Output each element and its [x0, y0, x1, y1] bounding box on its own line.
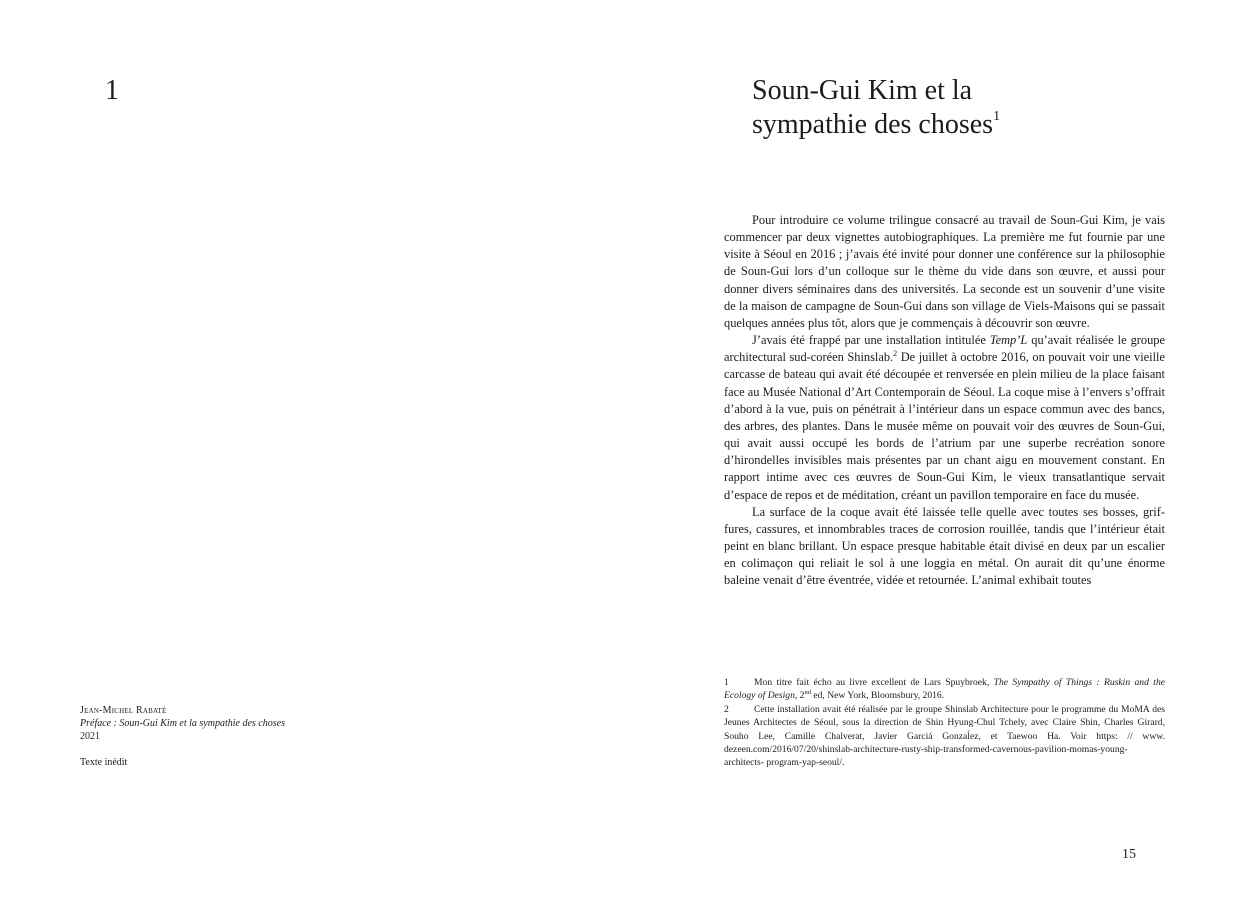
chapter-number: 1: [105, 75, 119, 106]
paragraph-1: Pour introduire ce volume trilingue consacré au travail de Soun-Gui Kim, je vais commencer par deux vignettes autobiographiques. La première me fut fournie par une visite à Séoul en 2016 ; j’avais été invité pour donner une conférence sur la philosophie de Soun-Gui lors d’un colloque sur le thème du vide dans son œuvre, et aussi pour donner divers séminaires dans des universités. La seconde est un souvenir d’une visite de la maison de campagne de Soun-Gui dans son village de Viels-Maisons qui se passait quelques années plus tôt, alors que je commençais à découvrir son œuvre.: [724, 213, 1165, 330]
source-note: Texte inédit: [80, 757, 128, 768]
body-text: [724, 212, 1165, 589]
footnote-1-book-title: The Sympathy of Things : Ruskin and the Ecology of Design: [724, 677, 1165, 702]
footnote-ref-2[interactable]: 2: [893, 349, 898, 359]
footnote-1-text-c: ed, New York, Bloomsbury, 2016.: [810, 690, 945, 702]
footnote-2-text: Cette installation avait été réalisée par le groupe Shinslab Architecture pour le programme du MoMA des Jeunes Architectes de Séoul, sous la direction de Shin Hyung-Chul Tchely, avec Claire Shin, Charles Girard, Souho Lee, Camille Chalverat, Javier Garciá Gonzaĺez, et Taewoo Ha. Voir https: // www. dezeen.com/2016/07/20/shinslab-architecture-rusty-ship-transformed-cavernous-pavilion-momas-young-architects- program-yap-seoul/.: [724, 703, 1165, 769]
footnote-1-text-b: , 2: [794, 690, 805, 702]
title-footnote-ref[interactable]: 1: [993, 109, 1001, 124]
page-number: 15: [1122, 847, 1136, 862]
footnote-2: [724, 703, 1165, 770]
footnote-1-ordinal: nd: [804, 689, 811, 697]
author-name: Jean-Michel Rabaté: [80, 705, 167, 716]
artwork-title: Temp’L: [989, 333, 1028, 348]
chapter-title: [752, 74, 1172, 142]
paragraph-2-text-a: J’avais été frappé par une installation intitulée: [752, 333, 990, 348]
book-subtitle: Préface : Soun-Gui Kim et la sympathie des choses: [80, 718, 285, 729]
paragraph-2-text-b: qu’avait réalisée le groupe architectural sud-coréen Shinslab.: [724, 333, 1165, 365]
footnote-2-number: 2: [724, 703, 729, 715]
colophon: [80, 704, 360, 769]
publication-year: 2021: [80, 731, 100, 742]
footnotes: [724, 676, 1165, 770]
paragraph-3: La surface de la coque avait été laissée telle quelle avec toutes ses bosses, griffures, cassures, et innombrables traces de corrosion rouillée, tandis que l’intérieur était peint en blanc brillant. Un espace presque habitable était divisé en deux par un escalier en colimaçon qui reliait le sol à une loggia en métal. On aurait dit qu’une énorme baleine venait d’être éventrée, vidée et retournée. L’animal exhibait toutes: [724, 504, 1165, 588]
title-line-1: Soun-Gui Kim et la: [752, 75, 973, 106]
footnote-1: [724, 676, 1165, 703]
title-line-2: sympathie des choses: [752, 109, 994, 140]
footnote-1-text-a: Mon titre fait écho au livre excellent de Lars Spuybroek,: [754, 677, 994, 688]
paragraph-2-text-c: De juillet à octobre 2016, on pouvait voir une vieille carcasse de bateau qui avait été découpée et renversée en plein milieu de la place faisant face au Musée National d’Art Contemporain de Séoul. La coque mise à l’envers s’offrait d’abord à la vue, puis on pénétrait à l’intérieur dans un espace commun avec des bancs, des arbres, des plantes. Dans le musée même on pouvait voir des œuvres de Soun-Gui, qui avait aussi occupé les bords de l’atrium par une superbe recréation sonore d’hirondelles invisibles mais présentes par un chant aigu en mouvement constant. En rapport intime avec ces œuvres de Soun-Gui Kim, le vieux transatlantique servait d’espace de repos et de méditation, créant un pavillon temporaire en face du musée.: [724, 350, 1165, 502]
paragraph-2: [724, 332, 1165, 504]
footnote-1-number: 1: [724, 677, 729, 688]
